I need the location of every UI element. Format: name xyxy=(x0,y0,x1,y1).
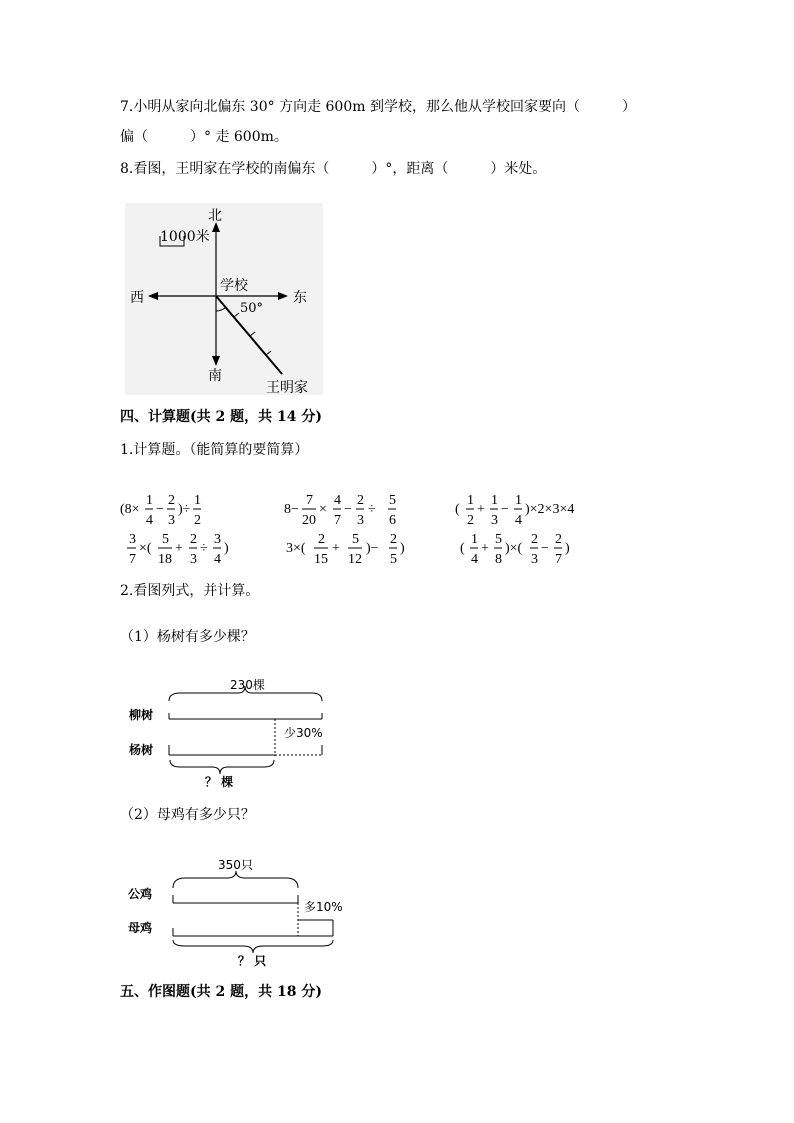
svg-text:3: 3 xyxy=(491,513,498,528)
sub-question-1-title: （1）杨树有多少棵？ xyxy=(120,629,255,645)
svg-text:÷: ÷ xyxy=(200,541,208,556)
home-label: 王明家 xyxy=(266,380,308,396)
svg-text:4: 4 xyxy=(515,513,522,528)
svg-text:+: + xyxy=(481,541,489,556)
chicken-total-label: 350只 xyxy=(218,858,253,872)
row-label-willow: 柳树 xyxy=(129,708,154,722)
svg-text:−: − xyxy=(501,502,509,517)
east-label: 东 xyxy=(293,290,307,306)
row-label-poplar: 杨树 xyxy=(129,743,154,757)
svg-text:2: 2 xyxy=(190,532,197,547)
svg-text:1: 1 xyxy=(471,532,478,547)
svg-text:1: 1 xyxy=(467,493,474,508)
svg-text:×(: ×( xyxy=(139,541,152,556)
svg-text:3: 3 xyxy=(214,532,221,547)
svg-text:2: 2 xyxy=(467,513,474,528)
svg-text:−: − xyxy=(541,541,549,556)
svg-text:+: + xyxy=(477,502,485,517)
question-8-line: 8.看图，王明家在学校的南偏东（ ）°，距离（ ）米处。 xyxy=(120,161,547,177)
svg-text:1: 1 xyxy=(194,493,201,508)
svg-text:15: 15 xyxy=(314,552,328,567)
chicken-total-brace xyxy=(173,871,298,888)
south-label: 南 xyxy=(208,368,222,384)
svg-text:+: + xyxy=(175,541,183,556)
svg-text:20: 20 xyxy=(302,513,316,528)
svg-text:2: 2 xyxy=(555,532,562,547)
svg-text:18: 18 xyxy=(158,552,172,567)
svg-text:(: ( xyxy=(460,541,465,556)
svg-text:2: 2 xyxy=(357,493,364,508)
svg-text:)−: )− xyxy=(366,541,379,556)
svg-text:8: 8 xyxy=(495,552,502,567)
svg-text:7: 7 xyxy=(306,493,313,508)
chicken-unknown-label: ？ 只 xyxy=(238,954,267,968)
svg-text:3: 3 xyxy=(357,513,364,528)
svg-text:)×(: )×( xyxy=(505,541,523,556)
svg-text:)÷: )÷ xyxy=(178,502,191,517)
svg-text:7: 7 xyxy=(334,513,341,528)
svg-text:5: 5 xyxy=(389,493,396,508)
svg-text:2: 2 xyxy=(194,513,201,528)
svg-text:6: 6 xyxy=(389,513,396,528)
row-label-hen: 母鸡 xyxy=(128,921,153,935)
chicken-unknown-brace xyxy=(173,940,333,953)
svg-text:8−: 8− xyxy=(284,502,299,517)
svg-text:2: 2 xyxy=(318,532,325,547)
west-label: 西 xyxy=(130,290,144,306)
svg-text:2: 2 xyxy=(390,532,397,547)
svg-text:)×2×3×4: )×2×3×4 xyxy=(525,502,575,517)
more-label: 多10% xyxy=(304,900,343,914)
svg-text:1: 1 xyxy=(515,493,522,508)
svg-text:×: × xyxy=(319,502,327,517)
less-label: 少30% xyxy=(284,726,323,740)
svg-text:4: 4 xyxy=(214,552,221,567)
svg-text:3: 3 xyxy=(168,513,175,528)
calc-question-1-title: 1.计算题。（能简算的要简算） xyxy=(120,442,309,458)
question-7-line-1: 7.小明从家向北偏东 30° 方向走 600m 到学校，那么他从学校回家要向（ ） xyxy=(120,99,636,115)
section-5-heading: 五、作图题(共 2 题，共 18 分) xyxy=(120,984,322,1000)
svg-text:5: 5 xyxy=(390,552,397,567)
svg-text:3: 3 xyxy=(190,552,197,567)
svg-text:2: 2 xyxy=(531,532,538,547)
sub-question-2-title: （2）母鸡有多少只？ xyxy=(120,807,255,823)
svg-text:4: 4 xyxy=(471,552,478,567)
svg-text:): ) xyxy=(565,541,570,556)
svg-text:12: 12 xyxy=(348,552,362,567)
school-label: 学校 xyxy=(220,278,248,294)
svg-text:2: 2 xyxy=(168,493,175,508)
svg-text:5: 5 xyxy=(162,532,169,547)
svg-text:−: − xyxy=(156,502,164,517)
svg-text:(: ( xyxy=(455,502,460,517)
svg-text:): ) xyxy=(224,541,229,556)
svg-text:7: 7 xyxy=(129,552,136,567)
svg-text:1: 1 xyxy=(491,493,498,508)
svg-text:+: + xyxy=(332,541,340,556)
svg-text:(8×: (8× xyxy=(120,502,140,517)
scale-label: 1000米 xyxy=(160,229,210,245)
svg-text:7: 7 xyxy=(555,552,562,567)
angle-label: 50° xyxy=(240,301,264,316)
north-label: 北 xyxy=(208,208,222,224)
svg-text:5: 5 xyxy=(495,532,502,547)
svg-text:5: 5 xyxy=(352,532,359,547)
calc-question-2-title: 2.看图列式，并计算。 xyxy=(120,583,260,599)
svg-text:4: 4 xyxy=(146,513,153,528)
svg-text:3: 3 xyxy=(129,532,136,547)
section-4-heading: 四、计算题(共 2 题，共 14 分) xyxy=(120,409,322,425)
svg-text:÷: ÷ xyxy=(368,502,376,517)
question-7-line-2: 偏（ ）° 走 600m。 xyxy=(120,129,288,145)
tree-unknown-label: ？ 棵 xyxy=(205,775,234,789)
svg-text:−: − xyxy=(344,502,352,517)
svg-text:3×(: 3×( xyxy=(286,541,306,556)
svg-text:3: 3 xyxy=(531,552,538,567)
svg-text:4: 4 xyxy=(334,493,341,508)
tree-total-label: 230棵 xyxy=(230,678,265,692)
svg-text:1: 1 xyxy=(146,493,153,508)
svg-text:): ) xyxy=(400,541,405,556)
row-label-rooster: 公鸡 xyxy=(128,887,153,901)
